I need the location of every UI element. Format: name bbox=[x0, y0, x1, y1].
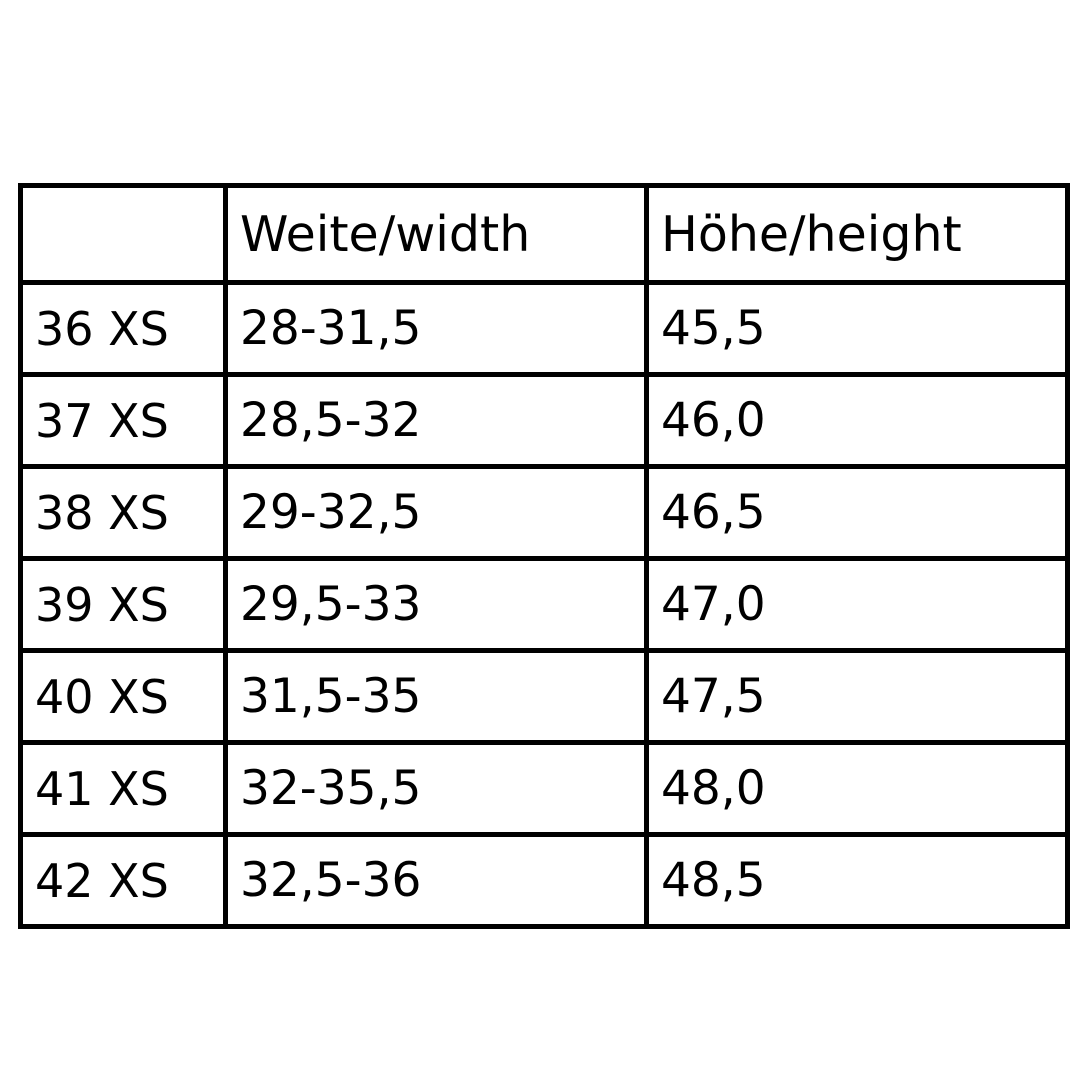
cell-width: 32-35,5 bbox=[226, 743, 647, 835]
table-row bbox=[21, 283, 1068, 375]
cell-height: 48,0 bbox=[647, 743, 1068, 835]
table-row bbox=[21, 651, 1068, 743]
table-row bbox=[21, 467, 1068, 559]
cell-height: 45,5 bbox=[647, 283, 1068, 375]
column-header-height: Höhe/height bbox=[647, 186, 1068, 283]
table-header bbox=[21, 186, 1068, 283]
cell-height: 47,0 bbox=[647, 559, 1068, 651]
table-row bbox=[21, 375, 1068, 467]
cell-width: 32,5-36 bbox=[226, 835, 647, 927]
size-chart-container bbox=[18, 183, 1065, 929]
table-row bbox=[21, 743, 1068, 835]
cell-height: 48,5 bbox=[647, 835, 1068, 927]
cell-size: 37 XS bbox=[21, 375, 226, 467]
cell-width: 28-31,5 bbox=[226, 283, 647, 375]
cell-height: 47,5 bbox=[647, 651, 1068, 743]
cell-size: 36 XS bbox=[21, 283, 226, 375]
cell-size: 39 XS bbox=[21, 559, 226, 651]
table-body bbox=[21, 283, 1068, 927]
cell-size: 40 XS bbox=[21, 651, 226, 743]
table-row bbox=[21, 559, 1068, 651]
cell-height: 46,0 bbox=[647, 375, 1068, 467]
table-row bbox=[21, 835, 1068, 927]
cell-height: 46,5 bbox=[647, 467, 1068, 559]
cell-size: 41 XS bbox=[21, 743, 226, 835]
cell-size: 42 XS bbox=[21, 835, 226, 927]
column-header-width: Weite/width bbox=[226, 186, 647, 283]
cell-width: 28,5-32 bbox=[226, 375, 647, 467]
cell-width: 29,5-33 bbox=[226, 559, 647, 651]
table-header-row bbox=[21, 186, 1068, 283]
column-header-size bbox=[21, 186, 226, 283]
cell-width: 31,5-35 bbox=[226, 651, 647, 743]
cell-size: 38 XS bbox=[21, 467, 226, 559]
size-chart-table bbox=[18, 183, 1070, 929]
cell-width: 29-32,5 bbox=[226, 467, 647, 559]
